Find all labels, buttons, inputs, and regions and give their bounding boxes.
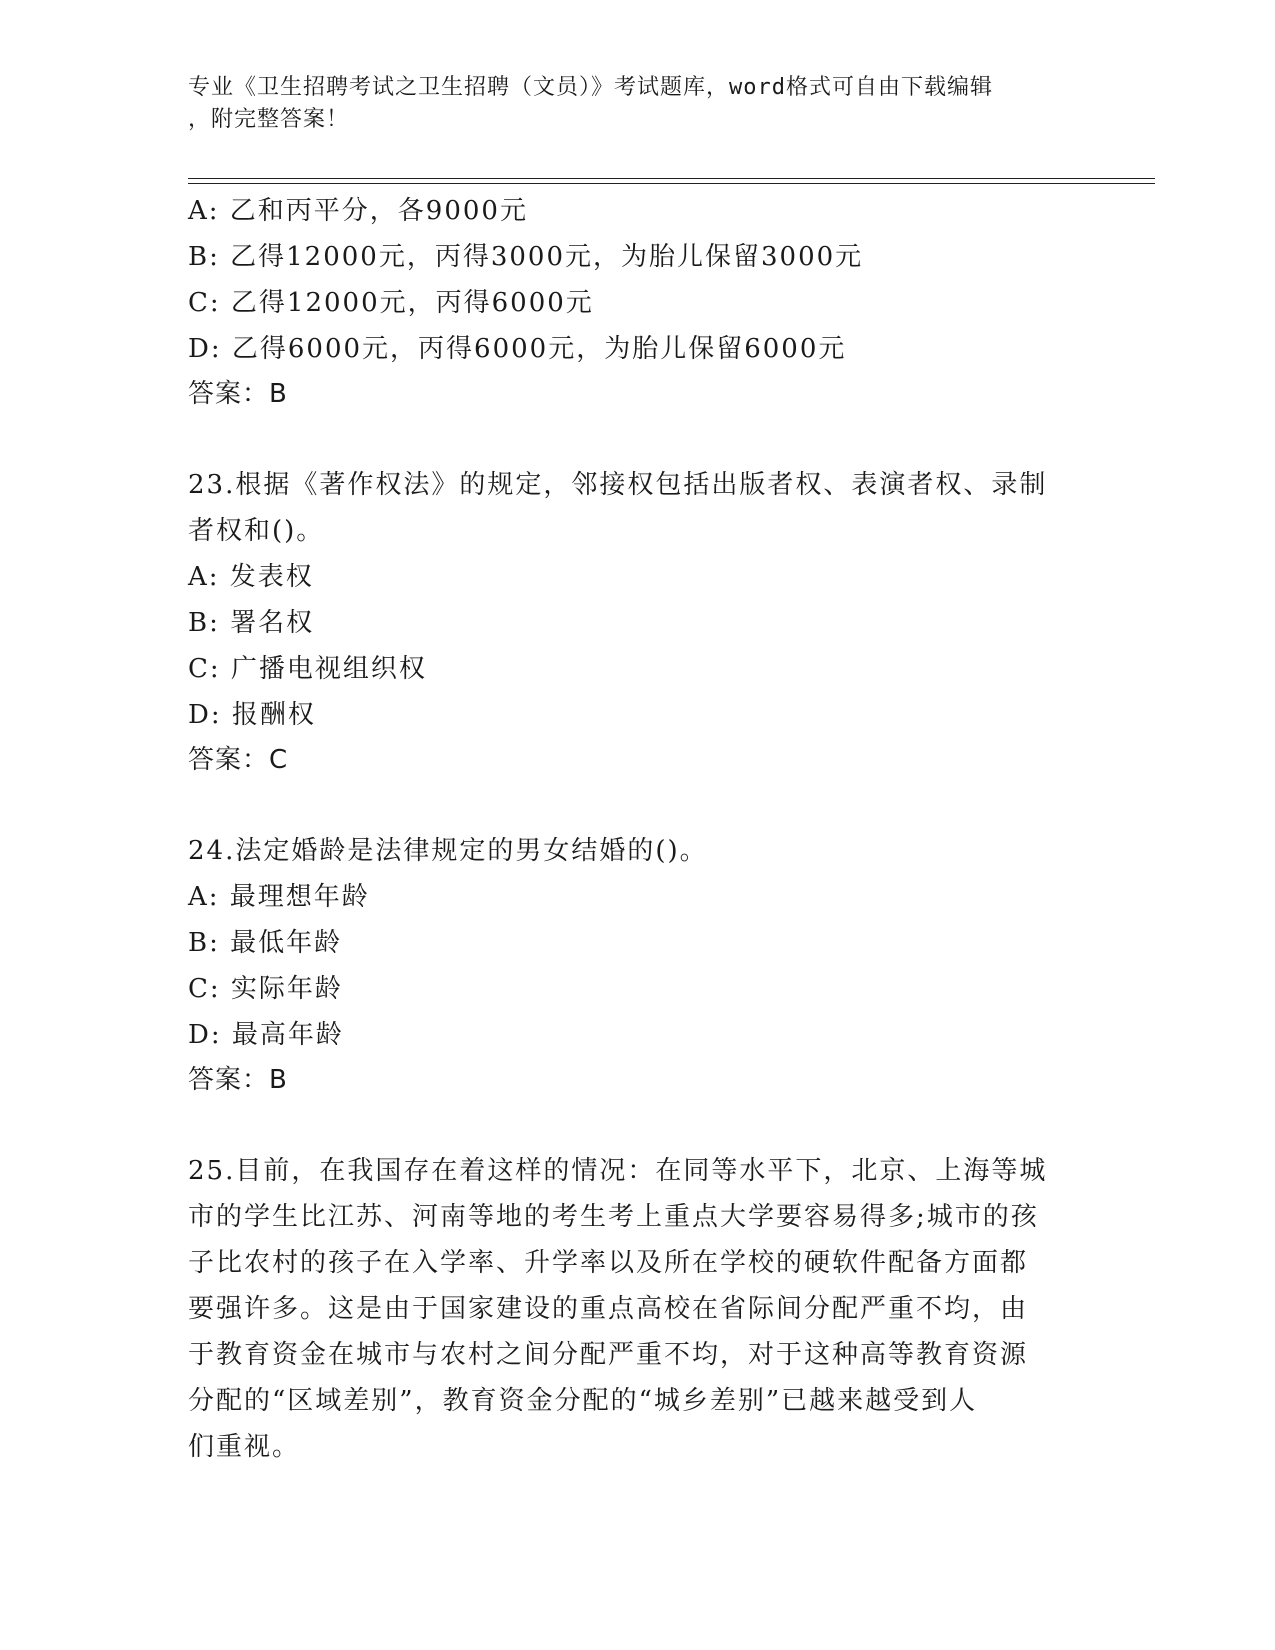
spacer — [188, 1102, 1078, 1148]
option-b: B: 乙得12000元，丙得3000元，为胎儿保留3000元 — [188, 242, 864, 272]
option-b: B: 最低年龄 — [188, 928, 343, 958]
question-stem-line: 25.目前，在我国存在着这样的情况：在同等水平下，北京、上海等城 — [188, 1156, 1048, 1186]
question-stem-line: 市的学生比江苏、河南等地的考生考上重点大学要容易得多;城市的孩 — [188, 1202, 1039, 1232]
question-stem-line: 要强许多。这是由于国家建设的重点高校在省际间分配严重不均，由 — [188, 1294, 1029, 1324]
question-stem-line: 分配的“区域差别”，教育资金分配的“城乡差别”已越来越受到人 — [188, 1386, 978, 1416]
option-d: D: 最高年龄 — [188, 1020, 344, 1050]
answer-line: 答案：C — [188, 745, 289, 775]
question-stem-line: 子比农村的孩子在入学率、升学率以及所在学校的硬软件配备方面都 — [188, 1248, 1029, 1278]
question-23-block — [188, 462, 1078, 782]
option-a: A: 发表权 — [188, 562, 314, 592]
question-22-block — [188, 188, 1078, 416]
option-c: C: 乙得12000元，丙得6000元 — [188, 288, 594, 318]
question-24-block — [188, 828, 1078, 1102]
header-line-1: 专业《卫生招聘考试之卫生招聘（文员）》考试题库，word格式可自由下载编辑 — [188, 75, 993, 100]
spacer — [188, 782, 1078, 828]
question-stem-line: 者权和()。 — [188, 516, 325, 546]
question-stem-line: 24.法定婚龄是法律规定的男女结婚的()。 — [188, 836, 708, 866]
option-a: A: 最理想年龄 — [188, 882, 370, 912]
option-d: D: 报酬权 — [188, 700, 316, 730]
header-divider-bottom — [188, 183, 1155, 184]
option-c: C: 实际年龄 — [188, 974, 343, 1004]
header-line-2: ，附完整答案！ — [188, 107, 350, 132]
question-content — [188, 188, 1078, 1470]
question-stem-line: 于教育资金在城市与农村之间分配严重不均，对于这种高等教育资源 — [188, 1340, 1029, 1370]
document-header — [188, 72, 1068, 136]
answer-line: 答案：B — [188, 379, 288, 409]
spacer — [188, 416, 1078, 462]
header-divider-top — [188, 178, 1155, 179]
answer-line: 答案：B — [188, 1065, 288, 1095]
option-d: D: 乙得6000元，丙得6000元，为胎儿保留6000元 — [188, 334, 847, 364]
option-c: C: 广播电视组织权 — [188, 654, 427, 684]
option-a: A: 乙和丙平分，各9000元 — [188, 196, 528, 226]
question-stem-line: 23.根据《著作权法》的规定，邻接权包括出版者权、表演者权、录制 — [188, 470, 1048, 500]
question-stem-line: 们重视。 — [188, 1432, 301, 1462]
question-25-block — [188, 1148, 1078, 1470]
option-b: B: 署名权 — [188, 608, 315, 638]
